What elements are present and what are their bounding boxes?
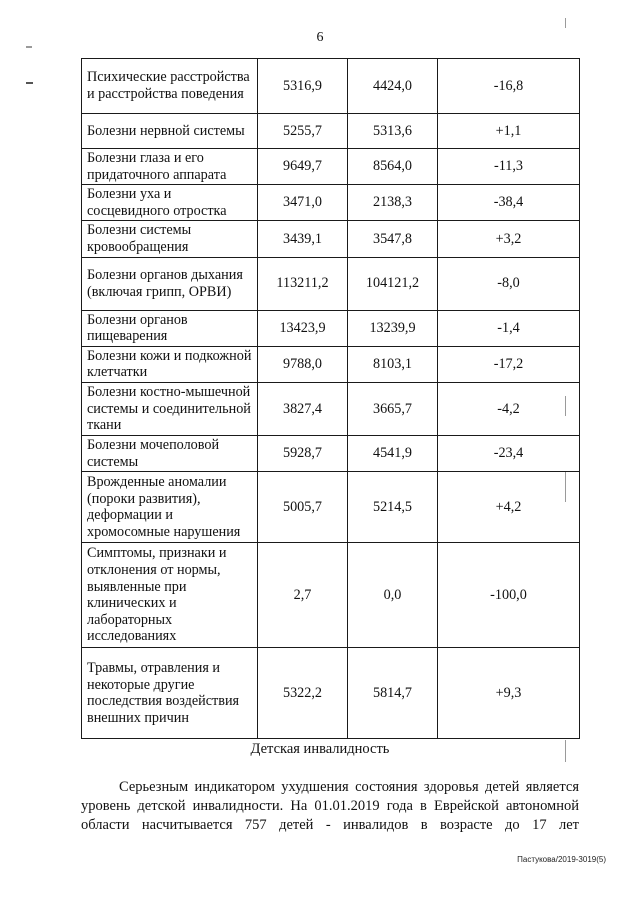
- disease-name-cell: Болезни уха и сосцевидного отростка: [82, 185, 258, 221]
- value-2018-cell: 5928,7: [258, 435, 348, 471]
- table-row: [82, 472, 580, 543]
- change-percent-cell: -38,4: [438, 185, 580, 221]
- table-row: [82, 59, 580, 114]
- table-row: [82, 221, 580, 257]
- change-percent-cell: -16,8: [438, 59, 580, 114]
- value-2018-cell: 5255,7: [258, 114, 348, 149]
- footer-stamp: Пастукова/2019-3019(5): [517, 855, 606, 864]
- value-2018-cell: 5322,2: [258, 648, 348, 739]
- change-percent-cell: -11,3: [438, 149, 580, 185]
- value-2018-cell: 13423,9: [258, 310, 348, 346]
- table-row: [82, 648, 580, 739]
- disease-name-cell: Болезни органов пищеварения: [82, 310, 258, 346]
- value-2019-cell: 5214,5: [348, 472, 438, 543]
- value-2019-cell: 4541,9: [348, 435, 438, 471]
- value-2018-cell: 3827,4: [258, 382, 348, 435]
- disease-name-cell: Травмы, отравления и некоторые другие последствия воздействия внешних причин: [82, 648, 258, 739]
- value-2019-cell: 0,0: [348, 543, 438, 648]
- value-2019-cell: 104121,2: [348, 257, 438, 310]
- value-2019-cell: 5814,7: [348, 648, 438, 739]
- value-2018-cell: 5316,9: [258, 59, 348, 114]
- value-2018-cell: 9788,0: [258, 346, 348, 382]
- value-2019-cell: 3547,8: [348, 221, 438, 257]
- table-row: [82, 310, 580, 346]
- scan-artifact: [565, 396, 566, 416]
- change-percent-cell: -23,4: [438, 435, 580, 471]
- table-row: [82, 543, 580, 648]
- value-2018-cell: 3471,0: [258, 185, 348, 221]
- change-percent-cell: +4,2: [438, 472, 580, 543]
- scan-artifact: [565, 740, 566, 762]
- value-2018-cell: 2,7: [258, 543, 348, 648]
- value-2019-cell: 4424,0: [348, 59, 438, 114]
- disease-name-cell: Болезни системы кровообращения: [82, 221, 258, 257]
- disease-name-cell: Болезни мочеполовой системы: [82, 435, 258, 471]
- value-2019-cell: 5313,6: [348, 114, 438, 149]
- table-row: [82, 257, 580, 310]
- disease-name-cell: Болезни кожи и подкожной клетчатки: [82, 346, 258, 382]
- change-percent-cell: -1,4: [438, 310, 580, 346]
- section-heading: Детская инвалидность: [250, 741, 390, 757]
- value-2019-cell: 8103,1: [348, 346, 438, 382]
- disease-name-cell: Болезни глаза и его придаточного аппарата: [82, 149, 258, 185]
- morbidity-table: [81, 58, 580, 739]
- change-percent-cell: -4,2: [438, 382, 580, 435]
- scan-artifact: [565, 472, 566, 502]
- value-2019-cell: 13239,9: [348, 310, 438, 346]
- body-paragraph: Серьезным индикатором ухудшения состояния здоровья детей является уровень детской инвалидности. На 01.01.2019 года в Еврейской автономной области насчитывается 757 детей - инвалидов в возрасте до 17 лет: [81, 779, 579, 833]
- value-2018-cell: 3439,1: [258, 221, 348, 257]
- scan-artifact: [26, 82, 33, 84]
- table-row: [82, 114, 580, 149]
- disease-name-cell: Психические расстройства и расстройства поведения: [82, 59, 258, 114]
- table-row: [82, 185, 580, 221]
- disease-name-cell: Болезни органов дыхания (включая грипп, ОРВИ): [82, 257, 258, 310]
- change-percent-cell: +3,2: [438, 221, 580, 257]
- change-percent-cell: -100,0: [438, 543, 580, 648]
- disease-name-cell: Врожденные аномалии (пороки развития), деформации и хромосомные нарушения: [82, 472, 258, 543]
- value-2019-cell: 2138,3: [348, 185, 438, 221]
- value-2018-cell: 5005,7: [258, 472, 348, 543]
- scan-artifact: [565, 18, 566, 28]
- value-2019-cell: 3665,7: [348, 382, 438, 435]
- value-2018-cell: 9649,7: [258, 149, 348, 185]
- change-percent-cell: -17,2: [438, 346, 580, 382]
- table-row: [82, 149, 580, 185]
- change-percent-cell: -8,0: [438, 257, 580, 310]
- table-row: [82, 346, 580, 382]
- change-percent-cell: +9,3: [438, 648, 580, 739]
- change-percent-cell: +1,1: [438, 114, 580, 149]
- value-2018-cell: 113211,2: [258, 257, 348, 310]
- disease-name-cell: Симптомы, признаки и отклонения от нормы, выявленные при клинических и лабораторных исследованиях: [82, 543, 258, 648]
- value-2019-cell: 8564,0: [348, 149, 438, 185]
- page-number: 6: [316, 30, 324, 45]
- scan-artifact: [26, 46, 32, 48]
- table-row: [82, 382, 580, 435]
- disease-name-cell: Болезни костно-мышечной системы и соединительной ткани: [82, 382, 258, 435]
- disease-name-cell: Болезни нервной системы: [82, 114, 258, 149]
- table-row: [82, 435, 580, 471]
